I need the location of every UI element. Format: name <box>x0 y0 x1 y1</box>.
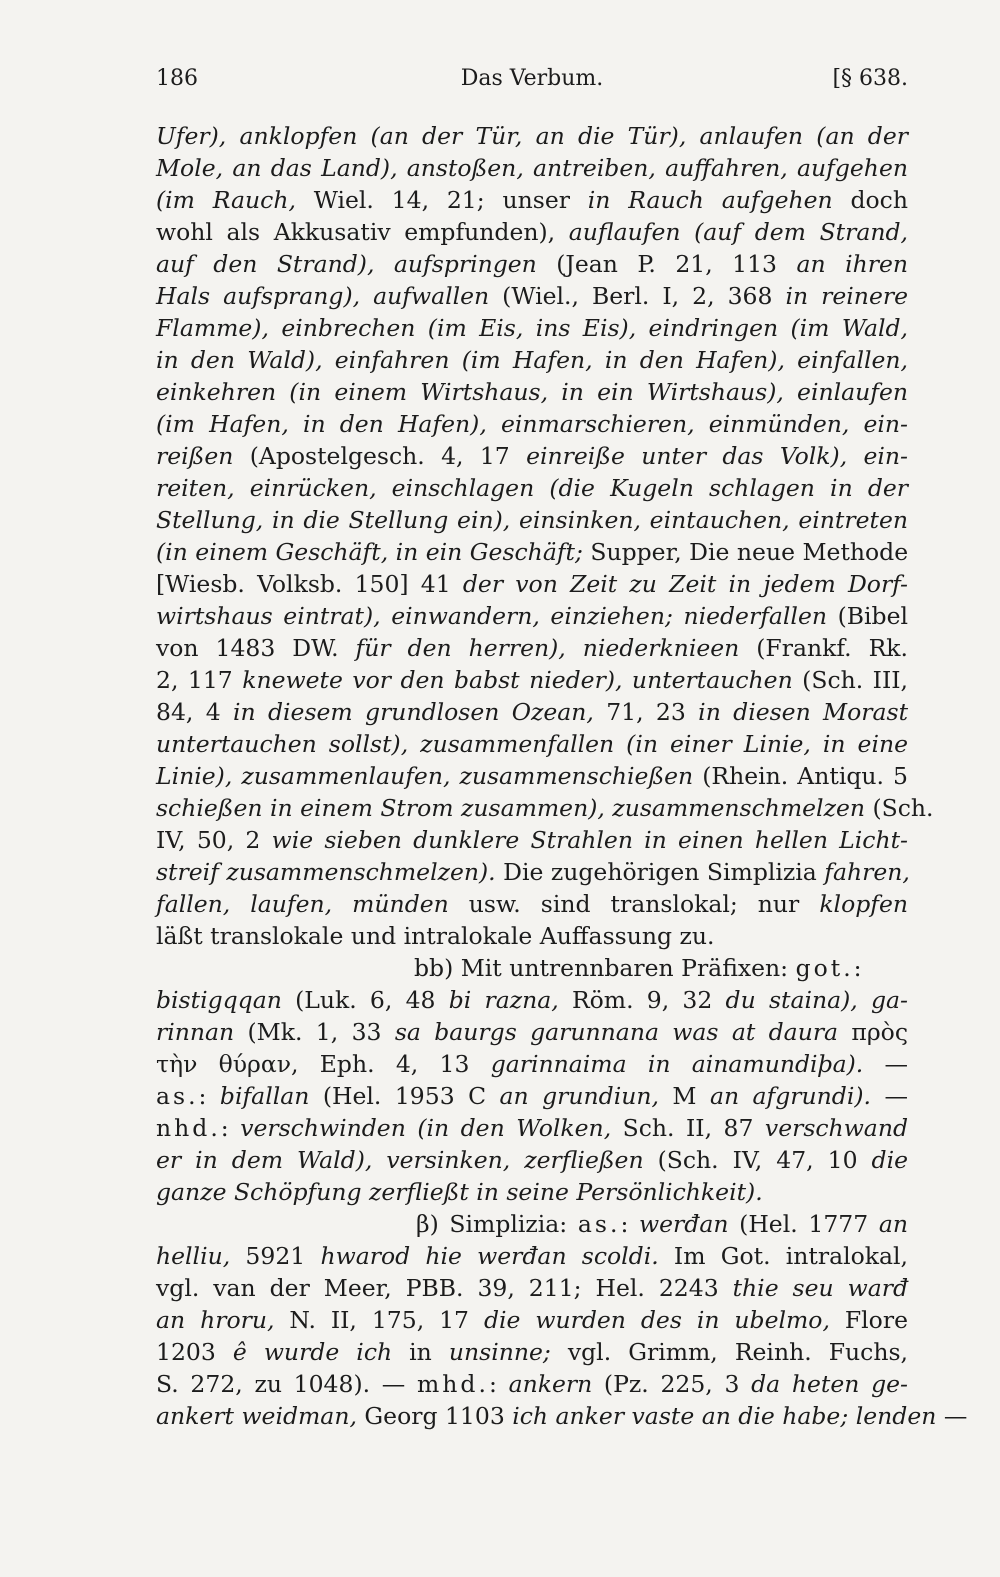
text-line <box>156 696 908 728</box>
section-marker: [§ 638. <box>832 66 908 91</box>
text-segment: werđan <box>639 1210 729 1238</box>
text-segment: IV, 50, 2 <box>156 826 272 854</box>
text-segment: bifallan <box>219 1082 310 1110</box>
text-segment: du staina), ga- <box>725 986 908 1014</box>
text-segment: 2, 117 <box>156 666 243 694</box>
text-segment: an hroru, <box>156 1306 275 1334</box>
text-segment: verschwinden (in den Wolken, <box>240 1114 612 1142</box>
text-segment: unsinne; <box>448 1338 551 1366</box>
text-segment: Wiel. 14, 21; unser <box>295 186 588 214</box>
text-segment: in diesen Morast <box>698 698 909 726</box>
text-segment: wohl als Akkusativ empfunden), <box>156 218 569 246</box>
text-line <box>156 344 908 376</box>
text-line <box>156 792 934 824</box>
text-segment: reißen <box>156 442 234 470</box>
text-segment: thie seu warđ <box>732 1274 908 1302</box>
page-number: 186 <box>156 66 198 91</box>
text-segment: (Luk. 6, 48 <box>281 986 449 1014</box>
text-segment: 1203 <box>156 1338 233 1366</box>
text-segment: knewete vor den babst nieder), untertauchen <box>242 666 793 694</box>
text-segment: vgl. van der Meer, PBB. 39, 211; Hel. 2243 <box>156 1274 733 1302</box>
text-segment: Stellung, in die Stellung ein), einsinken, eintauchen, eintreten <box>156 506 908 534</box>
text-line <box>156 664 908 696</box>
text-segment: (Mk. 1, 33 <box>234 1018 395 1046</box>
text-segment: 84, 4 <box>156 698 233 726</box>
text-line <box>156 632 908 664</box>
text-segment: läßt translokale und intralokale Auffassung zu. <box>156 922 715 950</box>
text-segment: Sch. II, 87 <box>611 1114 765 1142</box>
text-line <box>156 856 908 888</box>
text-segment: got. <box>795 954 854 982</box>
text-segment: : <box>220 1114 241 1142</box>
text-segment: ganze Schöpfung zerfließt in seine Persönlichkeit). <box>156 1178 763 1206</box>
text-line <box>156 952 908 984</box>
text-segment: : <box>853 954 862 982</box>
text-segment: in reinere <box>785 282 908 310</box>
text-line <box>156 216 908 248</box>
text-line <box>156 440 908 472</box>
text-segment: in Rauch aufgehen <box>587 186 833 214</box>
text-segment: verschwand <box>764 1114 908 1142</box>
text-line <box>156 1336 908 1368</box>
text-line <box>156 408 908 440</box>
text-line <box>156 536 908 568</box>
text-line <box>156 568 908 600</box>
text-segment: der von Zeit zu Zeit in jedem Dorf- <box>462 570 908 598</box>
text-line <box>156 312 908 344</box>
text-segment: schießen in einem Strom zusammen), zusammenschmelzen <box>156 794 865 822</box>
text-segment: an grundiun, <box>499 1082 659 1110</box>
text-line <box>156 1080 908 1112</box>
text-segment: wirtshaus eintrat), einwandern, einziehen; niederfallen <box>156 602 827 630</box>
text-segment: M <box>658 1082 710 1110</box>
running-title: Das Verbum. <box>460 66 604 91</box>
text-segment: S. 272, zu 1048). — <box>156 1370 417 1398</box>
text-segment: Linie), zusammenlaufen, zusammenschießen <box>156 762 694 790</box>
text-segment: [Wiesb. Volksb. 150] 41 <box>156 570 463 598</box>
text-segment: doch <box>832 186 908 214</box>
text-line <box>156 1400 968 1432</box>
text-line <box>156 1208 908 1240</box>
text-segment: sa baurgs garunnana was at daura <box>394 1018 839 1046</box>
text-segment: ankert weidman, <box>156 1402 357 1430</box>
text-segment: Röm. 9, 32 <box>558 986 726 1014</box>
text-segment: die wurden des in ubelmo, <box>483 1306 830 1334</box>
text-segment: Flore <box>829 1306 908 1334</box>
text-line <box>156 152 908 184</box>
text-segment: as. <box>156 1082 199 1110</box>
text-segment: auf den Strand), aufspringen <box>156 250 537 278</box>
text-line <box>156 1144 908 1176</box>
text-line <box>156 504 908 536</box>
text-segment: 71, 23 <box>593 698 699 726</box>
text-segment: — <box>936 1402 968 1430</box>
text-segment: (Sch. III, <box>792 666 909 694</box>
text-line <box>156 1240 908 1272</box>
text-segment: rinnan <box>156 1018 235 1046</box>
text-segment: usw. sind translokal; nur <box>448 890 820 918</box>
text-segment: die <box>871 1146 908 1174</box>
text-segment: einkehren (in einem Wirtshaus, in ein Wirtshaus), einlaufen <box>156 378 908 406</box>
text-segment: da heten ge- <box>751 1370 908 1398</box>
text-segment: hwarod hie werđan scoldi. <box>320 1242 659 1270</box>
text-line <box>156 120 908 152</box>
text-segment: : <box>488 1370 509 1398</box>
text-segment: reiten, einrücken, einschlagen (die Kugeln schlagen in der <box>156 474 908 502</box>
text-segment: ankern <box>508 1370 593 1398</box>
text-segment: in den Wald), einfahren (im Hafen, in den Hafen), einfallen, <box>156 346 908 374</box>
text-line <box>156 888 908 920</box>
text-segment: von 1483 DW. <box>156 634 356 662</box>
body-text <box>156 120 968 1432</box>
text-segment: ê wurde ich <box>232 1338 393 1366</box>
text-segment: helliu, <box>156 1242 231 1270</box>
text-segment: Supper, Die neue Methode <box>582 538 909 566</box>
text-line <box>156 1048 908 1080</box>
text-segment: (Hel. 1953 C <box>309 1082 500 1110</box>
text-segment: bb) Mit untrennbaren Präfixen: <box>414 954 796 982</box>
text-line <box>156 1368 908 1400</box>
text-segment: in <box>392 1338 449 1366</box>
text-line <box>156 600 908 632</box>
text-segment: (Sch. <box>865 794 934 822</box>
text-segment: Ufer), anklopfen (an der Tür, an die Tür), anlaufen (an der <box>156 122 908 150</box>
text-line <box>156 760 908 792</box>
text-segment: 5921 <box>230 1242 321 1270</box>
text-segment: fahren, <box>824 858 910 886</box>
text-segment: (im Rauch, <box>156 186 296 214</box>
text-segment: Flamme), einbrechen (im Eis, ins Eis), eindringen (im Wald, <box>156 314 908 342</box>
text-line <box>156 824 908 856</box>
text-segment: (Sch. IV, 47, 10 <box>643 1146 872 1174</box>
text-segment: (Rhein. Antiqu. 5 <box>693 762 908 790</box>
text-segment: an <box>878 1210 908 1238</box>
text-segment: Hals aufsprang), aufwallen <box>156 282 490 310</box>
text-segment: (im Hafen, in den Hafen), einmarschieren, einmünden, ein- <box>156 410 908 438</box>
text-segment: (in einem Geschäft, in ein Geschäft; <box>156 538 583 566</box>
text-line <box>156 472 908 504</box>
text-segment: β) Simplizia: <box>416 1210 578 1238</box>
text-segment: πρὸς <box>838 1018 908 1046</box>
text-line <box>156 984 908 1016</box>
text-segment: bistigqqan <box>156 986 282 1014</box>
text-segment: wie sieben dunklere Strahlen in einen hellen Licht- <box>271 826 908 854</box>
text-segment: (Apostelgesch. 4, 17 <box>233 442 527 470</box>
text-line <box>156 376 908 408</box>
text-line <box>156 920 908 952</box>
text-line <box>156 1016 908 1048</box>
text-segment: an ihren <box>796 250 908 278</box>
text-segment: τὴν θύραν, Eph. 4, 13 <box>156 1050 491 1078</box>
text-segment: untertauchen sollst), zusammenfallen (in einer Linie, in eine <box>156 730 908 758</box>
text-segment: ich anker vaste an die habe; lenden <box>512 1402 937 1430</box>
text-segment: (Jean P. 21, 113 <box>536 250 797 278</box>
text-segment: — <box>871 1082 908 1110</box>
text-segment: in diesem grundlosen Ozean, <box>233 698 594 726</box>
text-line <box>156 184 908 216</box>
text-segment: vgl. Grimm, Reinh. Fuchs, <box>550 1338 908 1366</box>
text-segment: er in dem Wald), versinken, zerfließen <box>156 1146 644 1174</box>
text-segment: (Hel. 1777 <box>728 1210 879 1238</box>
text-segment: (Frankf. Rk. <box>739 634 908 662</box>
text-segment: N. II, 175, 17 <box>274 1306 484 1334</box>
text-segment: Im Got. intralokal, <box>658 1242 909 1270</box>
text-segment: Die zugehörigen Simplizia <box>495 858 825 886</box>
text-segment: streif zusammenschmelzen). <box>156 858 496 886</box>
text-segment: einreiße unter das Volk), ein- <box>526 442 908 470</box>
text-segment: garinnaima in ainamundiþa). <box>490 1050 864 1078</box>
text-segment: (Wiel., Berl. I, 2, 368 <box>489 282 786 310</box>
text-segment: für den herren), niederknieen <box>355 634 740 662</box>
text-segment: fallen, laufen, münden <box>156 890 449 918</box>
page-header <box>156 64 908 94</box>
text-line <box>156 280 908 312</box>
text-segment: : <box>620 1210 640 1238</box>
text-line <box>156 248 908 280</box>
text-line <box>156 1272 908 1304</box>
text-segment: : <box>198 1082 220 1110</box>
text-segment: nhd. <box>156 1114 221 1142</box>
text-segment: (Bibel <box>826 602 908 630</box>
text-segment: Mole, an das Land), anstoßen, antreiben, auffahren, aufgehen <box>156 154 908 182</box>
text-segment: auflaufen (auf dem Strand, <box>568 218 909 246</box>
text-line <box>156 1304 908 1336</box>
text-segment: (Pz. 225, 3 <box>592 1370 752 1398</box>
text-segment: — <box>863 1050 908 1078</box>
text-segment: mhd. <box>417 1370 489 1398</box>
text-segment: as. <box>577 1210 621 1238</box>
text-segment: klopfen <box>819 890 908 918</box>
text-line <box>156 728 908 760</box>
text-segment: an afgrundi). <box>709 1082 872 1110</box>
text-line <box>156 1112 908 1144</box>
text-segment: Georg 1103 <box>356 1402 513 1430</box>
text-line <box>156 1176 908 1208</box>
text-segment: bi razna, <box>448 986 559 1014</box>
